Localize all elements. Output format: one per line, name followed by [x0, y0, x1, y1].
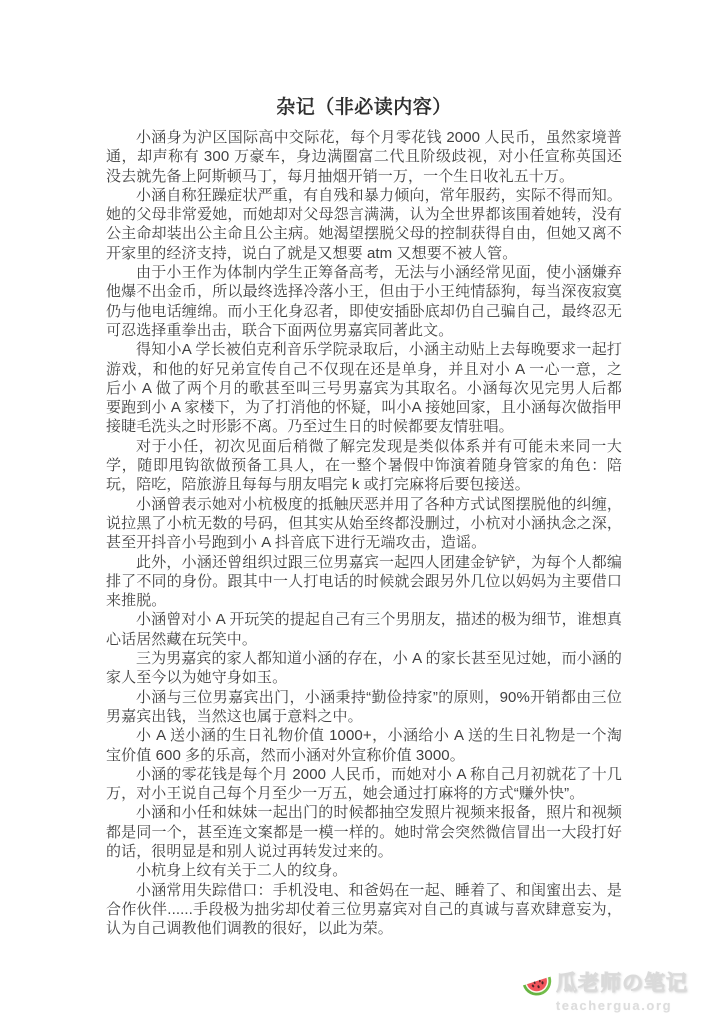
paragraph: 小涵与三位男嘉宾出门，小涵秉持“勤俭持家”的原则，90%开销都由三位男嘉宾出钱，当然这也属于意料之中。	[106, 688, 622, 725]
paragraph: 小涵曾表示她对小杭极度的抵触厌恶并用了各种方式试图摆脱他的纠缠，说拉黑了小杭无数的号码，但其实从始至终都没删过，小杭对小涵执念之深，甚至开抖音小号跑到小 A 抖音底下进行无端攻击，造谣。	[106, 495, 622, 552]
watermark-brand-text: 瓜老师の笔记	[556, 972, 688, 995]
page-title: 杂记（非必读内容）	[276, 97, 452, 118]
document-body	[106, 128, 622, 938]
document-page	[106, 92, 622, 938]
paragraph: 对于小任，初次见面后稍微了解完发现是类似体系并有可能未来同一大学，随即甩钩欲做预备工具人，在一整个暑假中饰演着随身管家的角色：陪玩，陪吃，陪旅游且每每与朋友唱完 k 或打完麻将后要包接送。	[106, 437, 622, 494]
watermark-site-url: teachergua.org	[555, 998, 673, 1013]
paragraph: 小 A 送小涵的生日礼物价值 1000+，小涵给小 A 送的生日礼物是一个淘宝价值 600 多的乐高，然而小涵对外宣称价值 3000。	[106, 727, 622, 764]
paragraph: 小涵自称狂躁症状严重，有自残和暴力倾向，常年服药，实际不得而知。她的父母非常爱她，而她却对父母怨言满满，认为全世界都该围着她转，没有公主命却装出公主命且公主病。她渴望摆脱父母的控制获得自由，但她又离不开家里的经济支持，说白了就是又想要 atm 又想要不被人管。	[106, 186, 622, 262]
site-watermark	[521, 966, 707, 1013]
paragraph: 小涵身为沪区国际高中交际花，每个月零花钱 2000 人民币，虽然家境普通，却声称有 300 万豪车，身边满圈富二代且阶级歧视，对小任宣称英国还没去就先备上阿斯顿马丁，每月抽烟开销一万，一个生日收礼五十万。	[106, 129, 622, 185]
paragraph: 小涵曾对小 A 开玩笑的提起自己有三个男朋友，描述的极为细节，谁想真心话居然藏在玩笑中。	[106, 611, 622, 648]
paragraph: 由于小王作为体制内学生正筹备高考，无法与小涵经常见面，使小涵嫌弃他爆不出金币，所以最终选择冷落小王，但由于小王纯情舔狗，每当深夜寂寞仍与他电话缠绵。而小王化身忍者，即使安插卧底却仍自己骗自己，最终忍无可忍选择重拳出击，联合下面两位男嘉宾同著此文。	[106, 264, 622, 339]
paragraph: 小涵的零花钱是每个月 2000 人民币，而她对小 A 称自己月初就花了十几万，对小王说自己每个月至少一万五，她会通过打麻将的方式“赚外快”。	[106, 765, 622, 803]
paragraph: 得知小A 学长被伯克利音乐学院录取后，小涵主动贴上去每晚要求一起打游戏，和他的好兄弟宣传自己不仅现在还是单身，并且对小 A 一心一意，之后小 A 做了两个月的歌甚至叫三号男嘉宾为其取名。小涵每次见完男人后都要跑到小 A 家楼下，为了打消他的怀疑，叫小A 接她回家，且小涵每次做指甲接睫毛洗头之时形影不离。乃至过生日的时候都要友情驻唱。	[106, 341, 622, 436]
watermelon-icon	[521, 966, 553, 998]
paragraph: 小杭身上纹有关于二人的纹身。	[136, 862, 348, 880]
paragraph: 三为男嘉宾的家人都知道小涵的存在，小 A 的家长甚至见过她，而小涵的家人至今以为她守身如玉。	[106, 650, 622, 687]
paragraph: 小涵常用失踪借口：手机没电、和爸妈在一起、睡着了、和闺蜜出去、是合作伙伴......手段极为拙劣却仗着三位男嘉宾对自己的真诚与喜欢肆意妄为，认为自己调教他们调教的很好，以此为荣。	[106, 881, 622, 938]
paragraph: 此外，小涵还曾组织过跟三位男嘉宾一起四人团建金铲铲，为每个人都编排了不同的身份。跟其中一人打电话的时候就会跟另外几位以妈妈为主要借口来推脱。	[106, 553, 622, 610]
paragraph: 小涵和小任和妹妹一起出门的时候都抽空发照片视频来报备，照片和视频都是同一个，甚至连文案都是一模一样的。她时常会突然微信冒出一大段打好的话，很明显是和别人说过再转发过来的。	[106, 804, 622, 860]
